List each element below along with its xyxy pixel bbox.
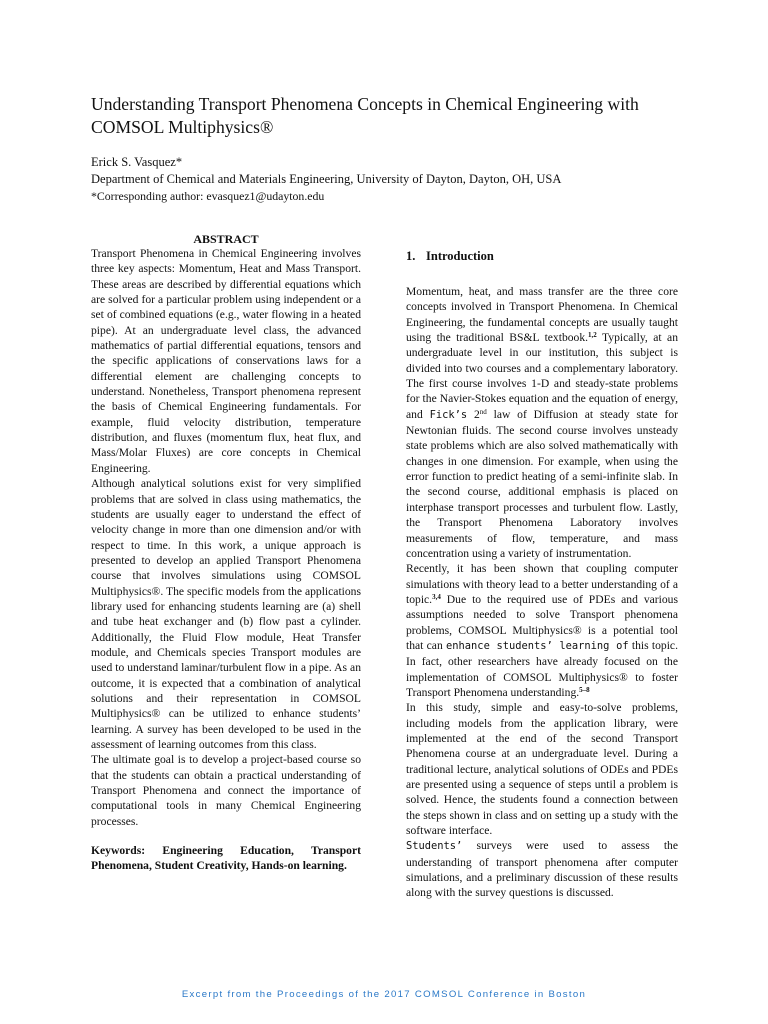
abstract-heading: ABSTRACT: [193, 232, 259, 246]
intro-paragraph-3: In this study, simple and easy-to-solve problems, including models from the application library, were implemented at the end of the second Transport Phenomena course at an undergraduate level. During a traditional lecture, analytical solutions of ODEs and PDEs are presented using a sequence of steps until a problem is solved. Hence, the students found a connection between the steps shown in class and on setting up a study with the software interface.: [406, 701, 678, 838]
text-run-mono: enhance students’ learning of: [446, 639, 629, 652]
abstract-paragraph-1: Transport Phenomena in Chemical Engineering involves three key aspects: Momentum, Heat and Mass Transport. These areas are described by differential equations which are solved for a particular problem using independent or a set of combined equations (e.g., water flowing in a heated pipe). At an undergraduate level class, the advanced mathematics of partial differential equations, tensors and the specific applications of conservations laws for a differential element are challenging concepts to understand. Nonetheless, Transport phenomena represent the basis of Chemical Engineering fundamentals. For example, fluid velocity distribution, temperature distribution, and fluxes (momentum flux, heat flux, and Mass/Molar Fluxes) are core concepts in Chemical Engineering.: [91, 247, 361, 475]
text-run: Momentum, heat, and mass transfer are the three core concepts involved in Transport Phenomena. In Chemical Engineering, the fundamental concepts are usually taught using the traditional BS&L textbook.: [406, 285, 678, 345]
text-run: this topic. In fact, other researchers have already focused on the implementation of COMSOL Multiphysics® to foster Transport Phenomena understanding.: [406, 638, 678, 699]
text-run: law of Diffusion at steady state for Newtonian fluids. The second course involves unsteady state problems which are also solved mathematically with changes in one dimension. For example, when using the error function to predict heating of a semi-infinite slab. In the second course, additional emphasis is placed on interphase transport processes and turbulent flow. Lastly, the Transport Phenomena Laboratory involves measurements of flow, temperature, and mass concentration using a variety of instrumentation.: [406, 407, 678, 560]
intro-paragraph-1: [406, 284, 678, 561]
text-run: 2: [467, 407, 480, 421]
author-name: Erick S. Vasquez*: [91, 155, 183, 169]
paper-title: Understanding Transport Phenomena Concepts in Chemical Engineering with COMSOL Multiphysics®: [91, 94, 639, 137]
proceedings-footer: Excerpt from the Proceedings of the 2017 COMSOL Conference in Boston: [181, 989, 587, 1000]
right-column: [406, 248, 678, 901]
text-run-mono: Fick’s: [429, 408, 468, 421]
abstract-paragraph-2: Although analytical solutions exist for very simplified problems that are solved in class using mathematics, the students are usually eager to understand the effect of velocity change in more than one dimension and/or with respect to time. In this work, a unique approach is presented to develop an applied Transport Phenomena course that involves simulations using COMSOL Multiphysics®. The specific models from the applications library used for enhancing students learning are (a) shell and tube heat exchanger and (b) flow past a cylinder. Additionally, the Fluid Flow module, Heat Transfer module, and Chemicals species Transport modules are used to understand laminar/turbulent flow in a pipe. As an outcome, it is expected that a combination of analytical solutions and their representation in COMSOL Multiphysics® can be utilized to enhance students’ learning. A survey has been developed to be used in the assessment of learning outcomes from this class.: [91, 477, 361, 751]
citation: 5–8: [579, 685, 590, 694]
text-run: Typically, at an undergraduate level in our institution, this subject is divided into two courses and a complementary laboratory. The first course involves 1-D and steady-state problems for the Navier-Stokes equation and the equation of energy, and: [406, 331, 678, 421]
keywords: Keywords: Engineering Education, Transport Phenomena, Student Creativity, Hands-on learning.: [91, 844, 361, 873]
text-run: Recently, it has been shown that coupling computer simulations with theory lead to a better understanding of a topic.: [406, 562, 678, 606]
section-number: 1.: [406, 249, 416, 263]
corresponding-author: *Corresponding author: evasquez1@udayton.edu: [91, 189, 325, 203]
text-run: surveys were used to assess the understanding of transport phenomena after computer simulations, and a preliminary discussion of these results along with the survey questions is discussed.: [406, 839, 678, 900]
superscript-nd: nd: [479, 407, 487, 416]
citation: 1,2: [588, 331, 597, 340]
author-affiliation: Department of Chemical and Materials Engineering, University of Dayton, Dayton, OH, USA: [91, 172, 562, 186]
text-run: Due to the required use of PDEs and various assumptions needed to solve Transport phenomena problems, COMSOL Multiphysics® is a potential tool that can: [406, 592, 678, 652]
section-title: Introduction: [426, 249, 494, 263]
abstract-paragraph-3: The ultimate goal is to develop a project-based course so that the students can obtain a practical understanding of Transport Phenomena and connect the importance of computational tools in many Chemical Engineering processes.: [91, 753, 361, 828]
left-column: [91, 232, 361, 874]
text-run-mono: Students’: [406, 840, 463, 853]
citation: 3,4: [432, 592, 441, 601]
intro-paragraph-2: [406, 561, 678, 700]
section-heading-introduction: [406, 248, 678, 264]
intro-paragraph-4: [406, 838, 678, 900]
